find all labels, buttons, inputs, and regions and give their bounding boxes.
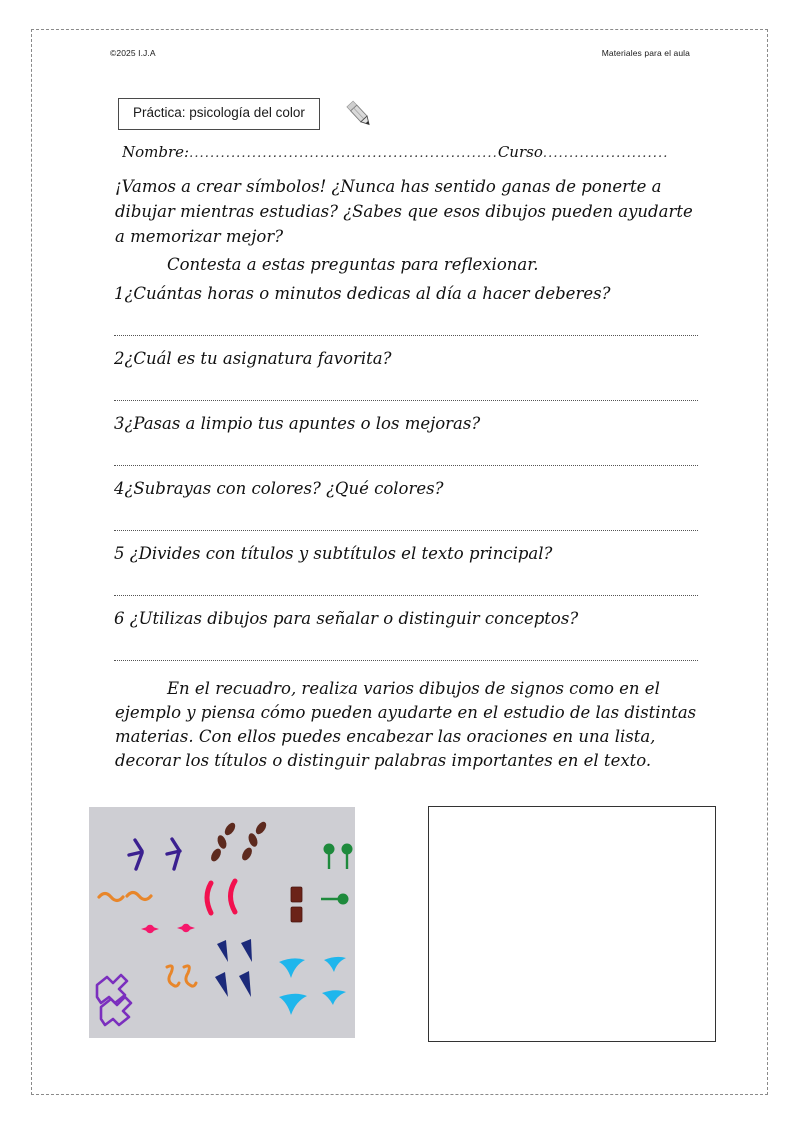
symbols-example-photo: [89, 807, 355, 1038]
intro-paragraph: ¡Vamos a crear símbolos! ¿Nunca has sentido ganas de ponerte a dibujar mientras estudias? ¿Sabes que esos dibujos pueden ayudarte a memorizar mejor?: [115, 177, 693, 246]
question-text: 4¿Subrayas con colores? ¿Qué colores?: [114, 479, 444, 498]
question-item: [114, 283, 698, 336]
question-text: 2¿Cuál es tu asignatura favorita?: [114, 349, 392, 368]
nombre-dots[interactable]: ...........................................................: [189, 146, 498, 161]
questions-list: [114, 283, 698, 673]
answer-line[interactable]: [114, 378, 698, 401]
closing-paragraph: En el recuadro, realiza varios dibujos de signos como en el ejemplo y piensa cómo pueden ayudarte en el estudio de las distintas materias. Con ellos puedes encabezar las oraciones en una lista, decorar los títulos o distinguir palabras importantes en el texto.: [115, 679, 697, 770]
question-item: [114, 348, 698, 401]
curso-label: Curso: [497, 143, 543, 161]
question-item: [114, 608, 698, 661]
answer-line[interactable]: [114, 508, 698, 531]
nombre-label: Nombre:: [122, 143, 190, 161]
question-item: [114, 478, 698, 531]
student-drawing-box[interactable]: [428, 806, 716, 1042]
worksheet-title-box: Práctica: psicología del color: [118, 98, 320, 130]
answer-line[interactable]: [114, 573, 698, 596]
pencil-icon: [342, 97, 376, 131]
materials-label: Materiales para el aula: [601, 48, 690, 58]
question-text: 6 ¿Utilizas dibujos para señalar o distinguir conceptos?: [114, 609, 579, 628]
title-row: [118, 97, 376, 131]
name-course-line: [122, 143, 694, 161]
page-header: [110, 48, 690, 58]
question-text: 3¿Pasas a limpio tus apuntes o los mejoras?: [114, 414, 481, 433]
answer-line[interactable]: [114, 443, 698, 466]
question-text: 1¿Cuántas horas o minutos dedicas al día a hacer deberes?: [114, 284, 611, 303]
question-text: 5 ¿Divides con títulos y subtítulos el texto principal?: [114, 544, 553, 563]
question-item: [114, 413, 698, 466]
curso-dots[interactable]: ........................: [542, 146, 669, 161]
answer-line[interactable]: [114, 638, 698, 661]
answer-line[interactable]: [114, 313, 698, 336]
copyright-label: ©2025 I.J.A: [110, 48, 156, 58]
intro-call-to-action: Contesta a estas preguntas para reflexionar.: [167, 255, 539, 274]
question-item: [114, 543, 698, 596]
